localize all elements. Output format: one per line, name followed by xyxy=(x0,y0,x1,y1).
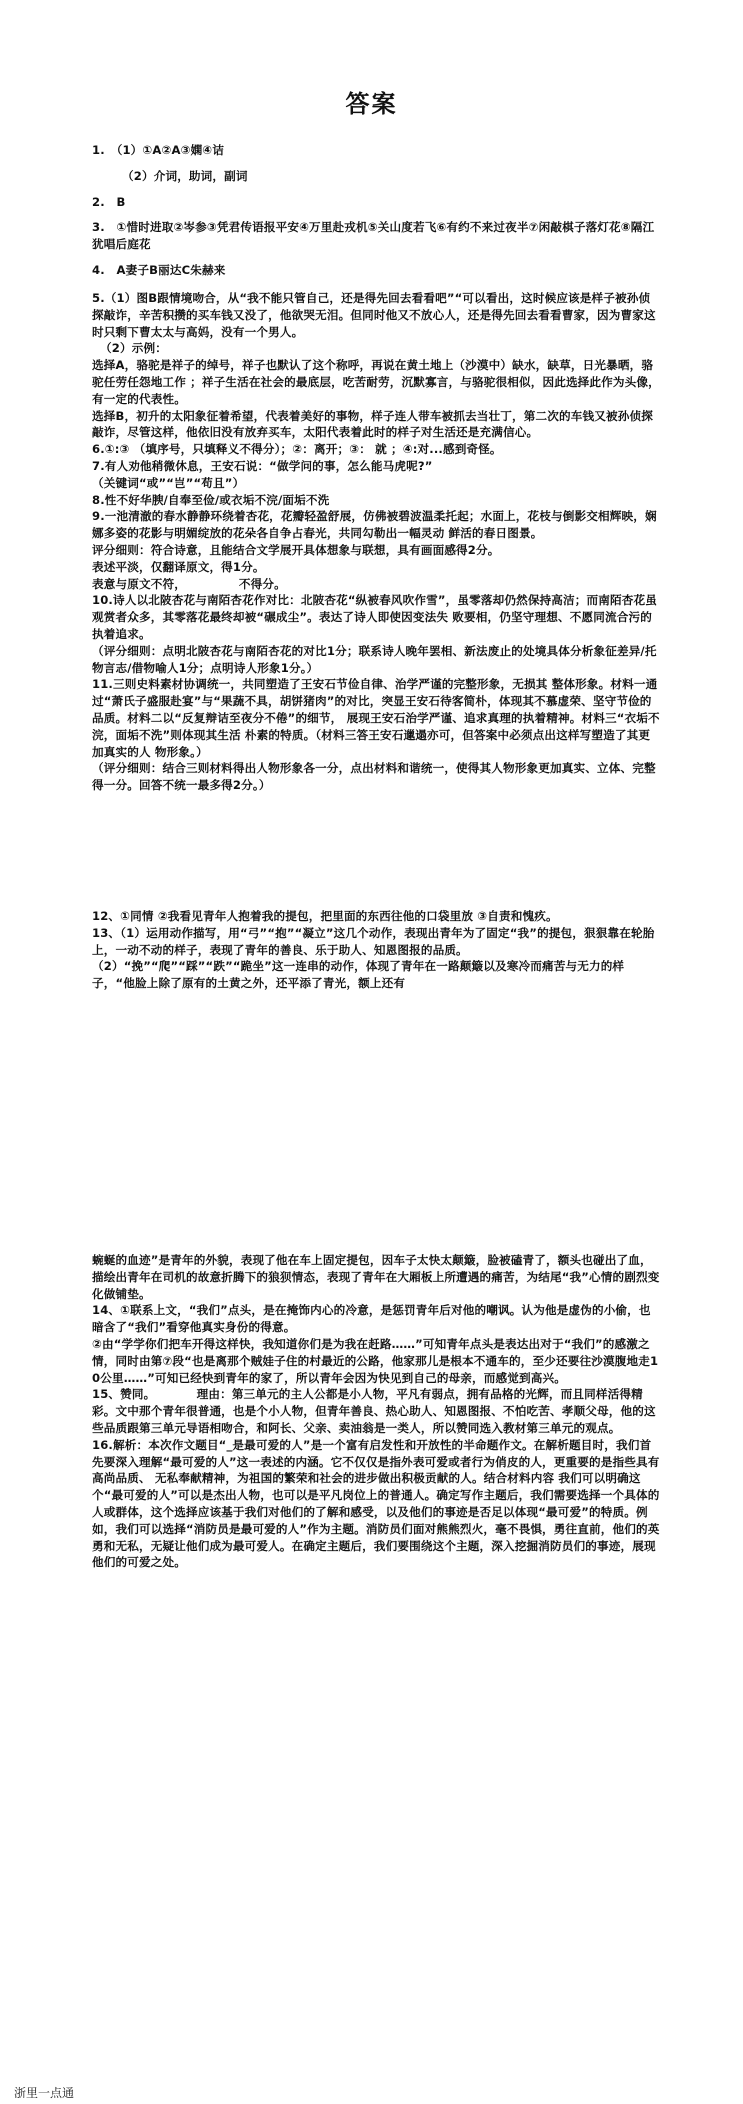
answer-12: 12、①同情 ②我看见青年人抱着我的提包，把里面的东西往他的口袋里放 ③自责和愧疚。 xyxy=(92,909,558,923)
answer-5-2-label: （2）示例： xyxy=(100,341,167,356)
answer-14-1: 14、①联系上文，“我们”点头，是在掩饰内心的冷意，是惩罚青年后对他的嘲讽。认为他是虚伪的小偷，也暗含了“我们”看穿他真实身份的得意。 xyxy=(92,1303,651,1335)
answer-6: 6.①:③ （填序号，只填释义不得分）；②：离开；③： 就 ；④:对...感到奇怪。 xyxy=(92,442,502,457)
answer-11: 11.三则史料素材协调统一，共同塑造了王安石节俭自律、治学严谨的完整形象，无损其 整体形象。材料一通过“萧氏子盛服赴宴”与“果蔬不具，胡饼猪肉”的对比，突显王安石待客简朴，体现其不慕虚荣、坚守节俭的品质。材料二以“反复辩诘至夜分不倦”的细节， 展现王安石治学严谨、追求真理的执着精神。材料三“衣垢不浣，面垢不洗”则体现其生活 朴素的特质。（材料三答王安石邋遢亦可，但答案中必须点出这样写塑造了其更加真实的人 物形象。） xyxy=(92,677,660,759)
answer-11-rubric: （评分细则：结合三则材料得出人物形象各一分，点出材料和谐统一，使得其人物形象更加真实、立体、完整得一分。回答不统一最多得2分。） xyxy=(92,761,656,793)
answer-9-rubric-1: 评分细则：符合诗意，且能结合文学展开具体想象与联想，具有画面感得2分。 xyxy=(92,542,500,557)
answer-14-2: ②由“学学你们把车开得这样快，我知道你们是为我在赶路……”可知青年点头是表达出对于“我们”的感激之情，同时由第⑦段“也是离那个贼娃子住的村最近的公路，他家那儿是根本不通车的，至少还要往沙漠腹地走10公里……”可知已经快到青年的家了，所以青年会因为快见到自己的母亲，而感觉到高兴。 xyxy=(92,1336,659,1385)
answer-3: 3. ①惜时进取②岑参③凭君传语报平安④万里赴戎机⑤关山度若飞⑥有约不来过夜半⑦闲敲棋子落灯花⑧隔江犹唱后庭花 xyxy=(92,220,655,252)
answer-13-1: 13、（1）运用动作描写，用“弓”“抱”“凝立”这几个动作，表现出青年为了固定“我”的提包，狠狠靠在轮胎上，一动不动的样子，表现了青年的善良、乐于助人、知恩图报的品质。 xyxy=(92,925,655,957)
answers-part-1 xyxy=(92,290,660,794)
answer-13-2: （2）“挽”“爬”“踩”“跌”“跪坐”这一连串的动作，体现了青年在一路颠簸以及寒冷而痛苦与无力的样子，“他脸上除了原有的土黄之外，还平添了青光，额上还有 xyxy=(92,959,625,991)
answer-5-1: 5.（1）图B跟情境吻合，从“我不能只管自己，还是得先回去看看吧”“可以看出，这时候应该是样子被孙侦探敲诈，辛苦积攒的买车钱又没了，他欲哭无泪。但同时他又不放心人，还是得先回去看看曹家，因为曹家这时只剩下曹太太与高妈，没有一个男人。 xyxy=(92,291,656,339)
short-answers xyxy=(92,142,660,288)
answer-13-2-continued: 蜿蜒的血迹”是青年的外貌，表现了他在车上固定提包，因车子太快太颠簸，脸被磕青了，额头也碰出了血，描绘出青年在司机的故意折腾下的狼狈情态，表现了青年在大厢板上所遭遇的痛苦，为结尾“我”心情的剧烈变化做铺垫。 xyxy=(92,1253,660,1301)
answer-9-rubric-2: 表述平淡，仅翻译原文，得1分。 xyxy=(92,559,265,574)
answers-part-3 xyxy=(92,1252,660,1571)
answer-9-rubric-3: 表意与原文不符， 不得分。 xyxy=(92,576,286,591)
answer-16: 16.解析：本次作文题目“_是最可爱的人”是一个富有启发性和开放性的半命题作文。在解析题目时，我们首先要深入理解“最可爱的人”这一表述的内涵。它不仅仅是指外表可爱或者行为俏皮的人，更重要的是指些具有高尚品质、 无私奉献精神，为祖国的繁荣和社会的进步做出积极贡献的人。结合材料内容 我们可以明确这个“最可爱的人”可以是杰出人物，也可以是平凡岗位上的普通人。确定写作主题后，我们需要选择一个具体的人或群体，这个选择应该基于我们对他们的了解和感受，以及他们的事迹是否足以体现“最可爱”的特质。例如，我们可以选择“消防员是最可爱的人”作为主题。消防员们面对熊熊烈火，毫不畏惧，勇往直前，他们的英勇和无私，无疑让他们成为最可爱人。在确定主题后，我们要围绕这个主题，深入挖掘消防员们的事迹，展现他们的可爱之处。 xyxy=(92,1437,660,1570)
answer-5-option-a: 选择A，骆驼是祥子的绰号，祥子也默认了这个称呼，再说在黄土地上（沙漠中）缺水，缺草，日光暴晒，骆驼任劳任怨地工作 ；祥子生活在社会的最底层，吃苦耐劳，沉默寡言，与骆驼很相似，因此选择此作为头像，有一定的代表性。 xyxy=(92,358,660,406)
answer-7-keywords: （关键词“或”“岂”“苟且”） xyxy=(92,475,245,490)
answer-10-rubric: （评分细则：点明北陂杏花与南陌杏花的对比1分；联系诗人晚年罢相、新法废止的处境具体分析象征差异/托物言志/借物喻人1分；点明诗人形象1分。） xyxy=(92,643,657,675)
answer-2: 2. B xyxy=(92,194,126,209)
answers-part-2 xyxy=(92,908,660,992)
footer-watermark: 浙里一点通 xyxy=(14,2086,75,2100)
page-title: 答案 xyxy=(345,90,398,118)
answer-1-line-2: （2）介词，助词，副词 xyxy=(122,168,248,183)
answer-9: 9.一池清澈的春水静静环绕着杏花，花瓣轻盈舒展，仿佛被碧波温柔托起；水面上，花枝与倒影交相辉映，娴娜多姿的花影与明媚绽放的花朵各自争占春光，共同勾勒出一幅灵动 鲜活的春日图景。 xyxy=(92,509,657,541)
answer-15: 15、赞同。 理由：第三单元的主人公都是小人物，平凡有弱点，拥有品格的光辉，而且同样活得精彩。文中那个青年很普通，也是个小人物，但青年善良、热心助人、知恩图报、不怕吃苦、孝顺父母，他的这些品质跟第三单元导语相吻合，和阿长、父亲、卖油翁是一类人，所以赞同选入教材第三单元的观点。 xyxy=(92,1387,656,1435)
answer-4: 4. A妻子B丽达C朱赫来 xyxy=(92,262,226,277)
answer-5-option-b: 选择B，初升的太阳象征着希望，代表着美好的事物，样子连人带车被抓去当壮丁，第二次的车钱又被孙侦探敲诈，尽管这样，他依旧没有放弃买车，太阳代表着此时的样子对生活还是充满信心。 xyxy=(92,408,653,440)
answer-7: 7.有人劝他稍微休息，王安石说：“做学问的事，怎么能马虎呢?” xyxy=(92,458,433,473)
answer-10: 10.诗人以北陂杏花与南陌杏花作对比：北陂杏花“纵被春风吹作雪”，虽零落却仍然保持高洁；而南陌杏花虽观赏者众多，其零落花最终却被“碾成尘”。表达了诗人即使因变法失 败要相，仍坚守理想、不愿同流合污的执着追求。 xyxy=(92,593,657,641)
answer-8: 8.性不好华腴/自奉至俭/或衣垢不浣/面垢不洗 xyxy=(92,492,330,507)
answer-1-line-1: 1. （1）①A②A③嫻④诘 xyxy=(92,143,225,157)
